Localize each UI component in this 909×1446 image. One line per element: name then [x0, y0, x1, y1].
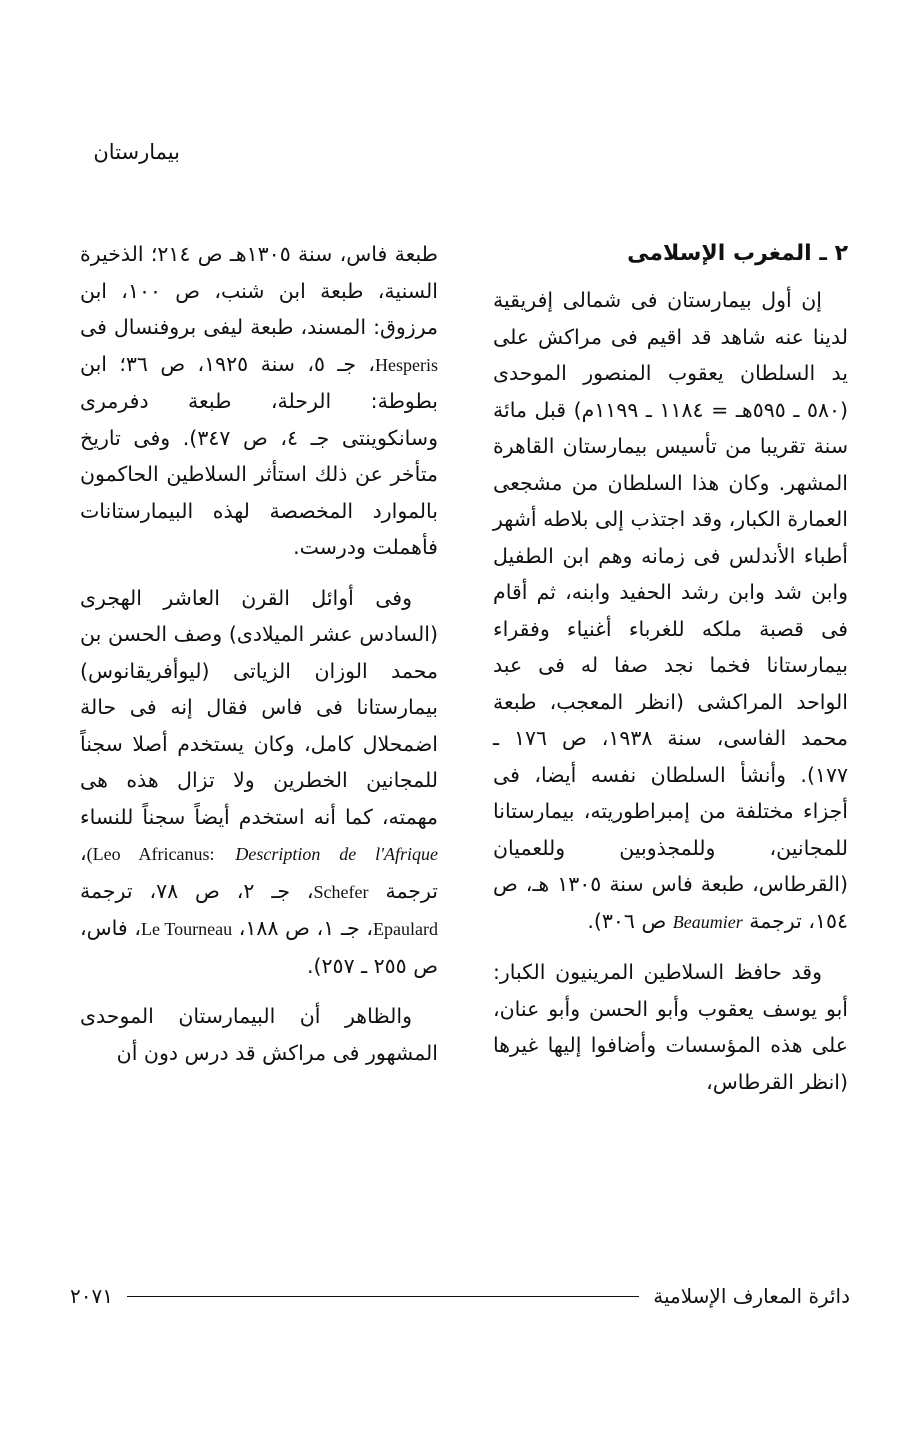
left-p1-text-a: طبعة فاس، سنة ١٣٠٥هـ ص ٢١٤؛ الذخيرة السنية، طبعة ابن شنب، ص ١٠٠، ابن مرزوق: المسند، طبعة ليفى بروفنسال فى — [80, 242, 439, 339]
left-p2-latin-letourneau: Le Tourneau — [141, 919, 233, 939]
left-p2-text-c: ، ترجمة — [80, 841, 438, 903]
left-p2-latin-title: Description de l'Afrique — [235, 844, 438, 864]
page-footer — [70, 1279, 850, 1313]
left-p2-text-a: وفى أوائل القرن العاشر الهجرى (السادس عشر الميلادى) وصف الحسن بن محمد الوزان الزياتى (ليوأفريقانوس) بيمارستانا فى فاس فقال إنه فى حالة اضمحلال كامل، وكان يستخدم أصلا سجناً للمجانين الخطرين ولا تزال هذه هى مهمته، كما أنه استخدم أيضاً سجناً للنساء — [80, 585, 438, 829]
left-paragraph-3: والظاهر أن البيمارستان الموحدى المشهور فى مراكش قد درس دون أن — [80, 1004, 438, 1065]
right-paragraph-1 — [493, 282, 848, 940]
left-p1-latin: Hesperis — [375, 354, 439, 375]
left-p2-text-e: ، جـ ١، ص ١٨٨، — [238, 916, 374, 940]
left-p2-text-d: ، جـ ٢، ص ٧٨، ترجمة — [80, 878, 314, 903]
left-paragraph-2 — [80, 580, 438, 985]
left-p2-latin-schefer: Schefer — [313, 881, 369, 902]
footer-rule — [127, 1296, 639, 1297]
right-p1-text: إن أول بيمارستان فى شمالى إفريقية لدينا عنه شاهد قد اقيم فى مراكش على يد السلطان يعقوب المنصور الموحدى (٥٨٠ ـ ٥٩٥هـ = ١١٨٤ ـ ١١٩٩م) قبل مائة سنة تقريبا من تأسيس بيمارستان القاهرة المشهر. وكان هذا السلطان من مشجعى العمارة الكبار، وقد اجتذب إلى بلاطه أشهر أطباء الأندلس فى زمانه وهم ابن الطفيل وابن شد وابن رشد الحفيد وابنه، ثم أقام فى قصبة ملكه للغرباء أغنياء وفقراء بيمارستانا فخما نجد صفا له فى عبد الواحد المراكشى (انظر المعجب، طبعة محمد الفاسى، سنة ١٩٣٨، ص ١٧٦ ـ ١٧٧). وأنشأ السلطان نفسه أيضا، فى أجزاء مختلفة من إمبراطوريته، بيمارستانا للمجانين، وللمجذوبين وللعميان (القرطاس، طبعة فاس سنة ١٣٠٥ هـ، ص ١٥٤، ترجمة — [493, 288, 848, 933]
page-number: ٢٠٧١ — [70, 1284, 113, 1308]
section-heading: ٢ ـ المغرب الإسلامى — [627, 241, 848, 266]
left-p2-latin-citation — [87, 841, 438, 865]
running-head: بيمارستان — [93, 140, 180, 164]
left-p2-text-f: ، فاس، ص ٢٥٥ ـ ٢٥٧). — [80, 916, 438, 978]
left-paragraph-1 — [80, 236, 438, 566]
left-p1-text-b: ، جـ ٥، سنة ١٩٢٥، ص ٣٦؛ ابن بطوطة: الرحلة، طبعة دفرمرى وسانكوينتى جـ ٤، ص ٣٤٧). وفى تاريخ متأخر عن ذلك استأثر السلاطين الحاكمون بالموارد المخصصة لهذه البيمارستانات فأهملت ودرست. — [80, 351, 438, 559]
right-p1-latin: Beaumier — [672, 911, 743, 932]
right-paragraph-2: وقد حافظ السلاطين المرينيون الكبار: أبو يوسف يعقوب وأبو الحسن وأبو عنان، على هذه المؤسسات وأضافوا إليها غيرها (انظر القرطاس، — [493, 960, 848, 1094]
right-p1-end: ص ٣٠٦). — [587, 908, 667, 933]
left-p2-latin-epaulard: Epaulard — [373, 919, 438, 939]
left-column — [80, 236, 438, 1085]
footer-title: دائرة المعارف الإسلامية — [653, 1284, 850, 1308]
left-p2-latin-author: (Leo Africanus: — [86, 844, 215, 864]
right-column — [493, 236, 848, 1114]
